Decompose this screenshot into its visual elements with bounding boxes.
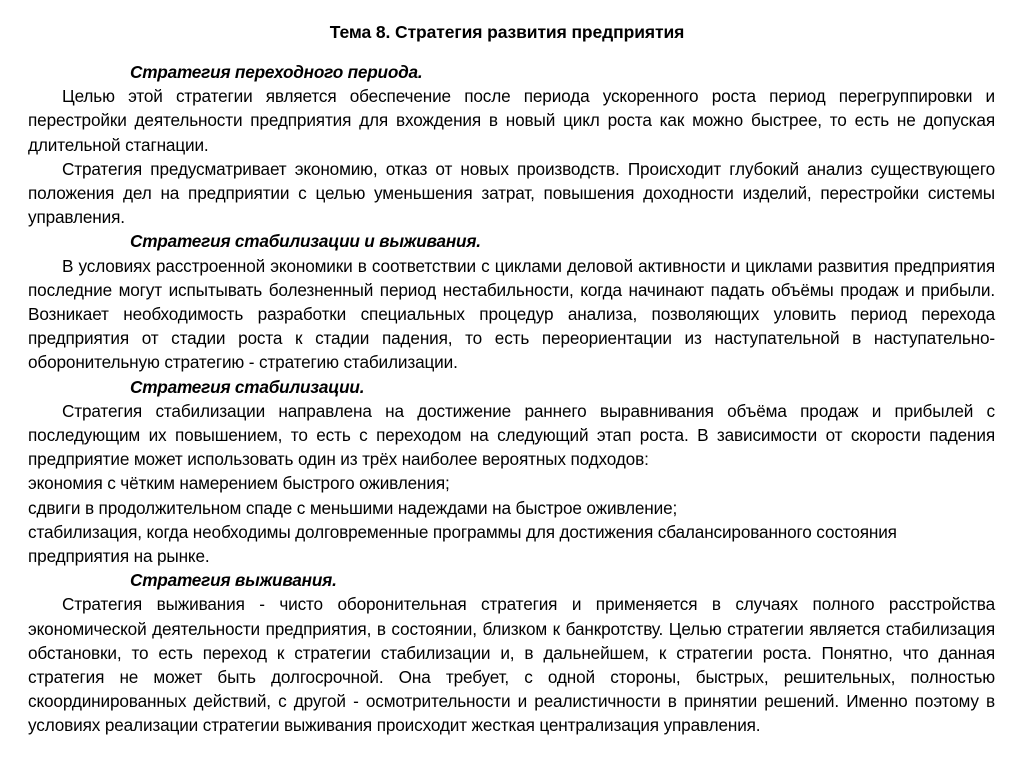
section-stabilization-and-survival <box>28 229 995 374</box>
list-item: экономия с чётким намерением быстрого оживления; <box>28 473 450 494</box>
paragraph: В условиях расстроенной экономики в соответствии с циклами деловой активности и циклами развития предприятия последние могут испытывать болезненный период нестабильности, когда начинают падать объёмы продаж и прибыли. Возникает необходимость разработки специальных процедур анализа, позволяющих уловить период перехода предприятия от стадии роста к стадии падения, то есть переориентации из наступательной в наступательно-оборонительную стратегию - стратегию стабилизации. <box>28 255 995 373</box>
section-heading: Стратегия стабилизации и выживания. <box>130 231 481 252</box>
paragraph: Стратегия стабилизации направлена на достижение раннего выравнивания объёма продаж и прибылей с последующим их повышением, то есть с переходом на следующий этап роста. В зависимости от скорости падения предприятие может использовать один из трёх наиболее вероятных подходов: <box>28 400 995 470</box>
section-heading: Стратегия переходного периода. <box>130 62 423 82</box>
list-item: стабилизация, когда необходимы долговременные программы для достижения сбалансированного состояния предприятия на рынке. <box>28 521 897 567</box>
paragraph: Стратегия предусматривает экономию, отказ от новых производств. Происходит глубокий анализ существующего положения дел на предприятии с целью уменьшения затрат, повышения доходности изделий, перестройки системы управления. <box>28 158 995 228</box>
paragraph: Стратегия выживания - чисто оборонительная стратегия и применяется в случаях полного расстройства экономической деятельности предприятия, в состоянии, близком к банкротству. Целью стратегии является стабилизация обстановки, то есть переход к стратегии стабилизации и, в дальнейшем, к стратегии роста. Понятно, что данная стратегия не может быть долгосрочной. Она требует, с одной стороны, быстрых, решительных, полностью скоординированных действий, с другой - осмотрительности и реалистичности в принятии решений. Именно поэтому в условиях реализации стратегии выживания происходит жесткая централизация управления. <box>28 594 995 736</box>
section-heading: Стратегия стабилизации. <box>130 376 365 397</box>
page-title: Тема 8. Стратегия развития предприятия <box>329 21 685 42</box>
section-stabilization <box>28 375 995 569</box>
paragraph: Целью этой стратегии является обеспечение после периода ускоренного роста период перегруппировки и перестройки деятельности предприятия для вхождения в новый цикл роста как можно быстрее, то есть не допуская длительной стагнации. <box>28 86 995 155</box>
section-survival <box>28 568 995 737</box>
list-item: сдвиги в продолжительном спаде с меньшими надеждами на быстрое оживление; <box>28 497 678 518</box>
section-transition-period <box>28 60 995 229</box>
document-body <box>28 60 995 738</box>
section-heading: Стратегия выживания. <box>130 570 337 591</box>
